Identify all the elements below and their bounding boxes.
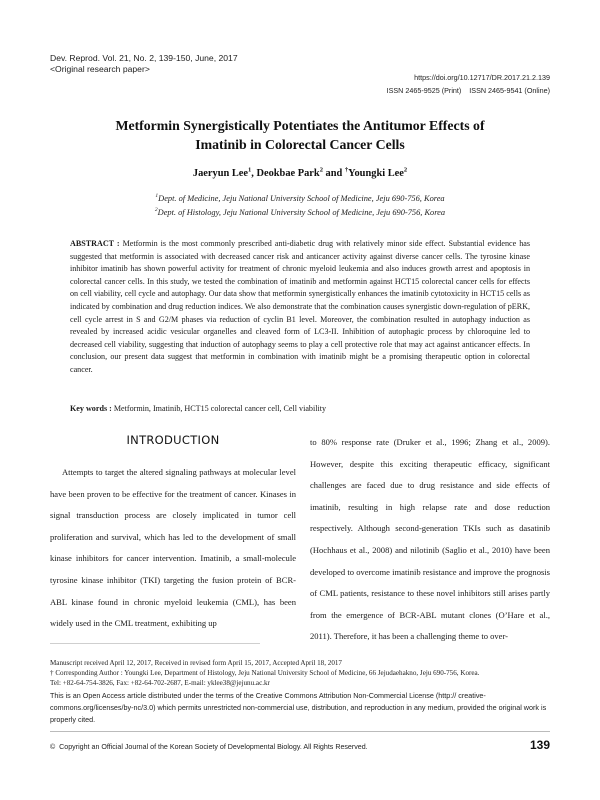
manuscript-dates: Manuscript received April 12, 2017, Received in revised form April 15, 2017, Accepted April 18, 2017 [50,659,342,667]
footnotes [50,659,555,688]
article-title [60,116,540,154]
doi-block [387,72,550,97]
affiliation-1 [60,192,540,206]
title-line-2: Imatinib in Colorectal Cancer Cells [195,137,405,152]
body-column-left: Attempts to target the altered signaling pathways at molecular level have been proven to be effective for the treatment of cancer. Kinases in signal transduction process are closely implicated in tumor cell proliferation and survival, which has led to the development of small kinase inhibitors for cancer intervention. Imatinib, a small-molecule tyrosine kinase inhibitor (TKI) targeting the fusion protein of BCR-ABL kinase found in chronic myeloid leukemia (CML), has been widely used in the CML treatment, exhibiting up [50,467,296,629]
keywords-text: Metformin, Imatinib, HCT15 colorectal cancer cell, Cell viability [113,404,327,413]
abstract-text: Metformin is the most commonly prescribed anti-diabetic drug with relatively minor side effect. Substantial evidence has suggested that metformin is associated with decreased cancer risk and anticancer activity against diverse cancer cells. The tyrosine kinase inhibitor imatinib has shown powerful activity for treatment of chronic myeloid leukemia and also induces growth arrest and apoptosis in colorectal cancer cells. In this study, we tested the combination of imatinib and metformin against HCT15 colorectal cancer cells for effects on cell viability, cell cycle and autophagy. Our data show that metformin synergistically enhances the imatinib cytotoxicity in HCT15 cells as indicated by combination and drug reduction indices. We also demonstrate that the combination causes synergistic down-regulation of pERK, cell cycle arrest in S and G2/M phases via reduction of cyclin B1 level. Moreover, the combination resulted in autophagy induction as revealed by increased acidic vesicular organelles and cleaved form of LC3-II. Inhibition of autophagic process by chloroquine led to decreased cell viability, suggesting that induction of autophagy seems to play a cell protective role that may act against anticancer effects. In conclusion, our present data suggest that metformin in combination with imatinib might be a promising therapeutic option in colorectal cancer. [70,239,530,374]
affiliation-marker: 1 [248,166,252,174]
affiliation-number: 2 [154,207,158,214]
keywords-label: Key words : [70,404,114,413]
issn: ISSN 2465-9525 (Print) ISSN 2465-9541 (Online) [386,85,550,95]
title-line-1: Metformin Synergistically Potentiates the Antitumor Effects of [115,118,485,133]
author-separator: , [251,168,257,179]
footnote-divider [50,643,260,644]
author-name: Deokbae Park [256,168,320,179]
body-column-right: to 80% response rate (Druker et al., 1996; Zhang et al., 2009). However, despite this exciting therapeutic efficacy, significant challenges are faced due to drug resistance and side effects of imatinib, resulting in high relapse rate and dose reduction respectively. Although second-generation TKIs such as dasatinib (Hochhaus et al., 2008) and nilotinib (Saglio et al., 2010) have been developed to overcome imatinib resistance and improve the prognosis of CML patients, resistance to these novel inhibitors still arises partly from the emergence of BCR-ABL mutant clones (O’Hare et al., 2011). Therefore, it has been a challenging theme to over- [310,437,550,642]
contact-info: Tel: +82-64-754-3826, Fax: +82-64-702-2687, E-mail: yklee38@jejunu.ac.kr [50,678,270,687]
author-name: Jaeryun Lee [192,168,249,179]
author-separator: and [322,168,345,179]
page-number: 139 [529,738,550,752]
affiliations [60,192,540,220]
affiliation-text: Dept. of Medicine, Jeju National University School of Medicine, Jeju 690-756, Korea [158,194,445,203]
section-heading: INTRODUCTION [126,433,220,447]
journal-header [50,53,238,75]
affiliation-number: 1 [155,193,159,200]
doi-link[interactable]: https://doi.org/10.12717/DR.2017.21.2.139 [414,73,550,82]
affiliation-text: Dept. of Histology, Jeju National University School of Medicine, Jeju 690-756, Korea [157,208,446,217]
license-text: This is an Open Access article distributed under the terms of the Creative Commons Attribution Non-Commercial License (http:// creative-commons.org/licenses/by-nc/3.0) which permits unrestricted non-commercial use, distribution, and reproduction in any medium, provided the original work is properly cited. [50,691,547,724]
paper-type: <Original research paper> [50,64,150,74]
journal-citation: Dev. Reprod. Vol. 21, No. 2, 139-150, June, 2017 [50,53,238,63]
affiliation-marker: 2 [319,166,323,174]
corresponding-marker: † [344,166,349,174]
abstract-label: ABSTRACT : [70,239,123,248]
footer-divider [50,731,550,732]
keywords [70,403,530,415]
corresponding-author: † Corresponding Author : Youngki Lee, Department of Histology, Jeju National University School of Medicine, 66 Jejudaehakno, Jeju 690-756, Korea. [50,668,480,677]
author-list [60,168,540,179]
author-name: Youngki Lee [348,168,404,179]
copyright: © Copyright an Official Journal of the Korean Society of Developmental Biology. All Rights Reserved. [50,743,368,751]
affiliation-2 [60,206,540,220]
abstract [70,238,530,377]
affiliation-marker: 2 [403,166,408,174]
